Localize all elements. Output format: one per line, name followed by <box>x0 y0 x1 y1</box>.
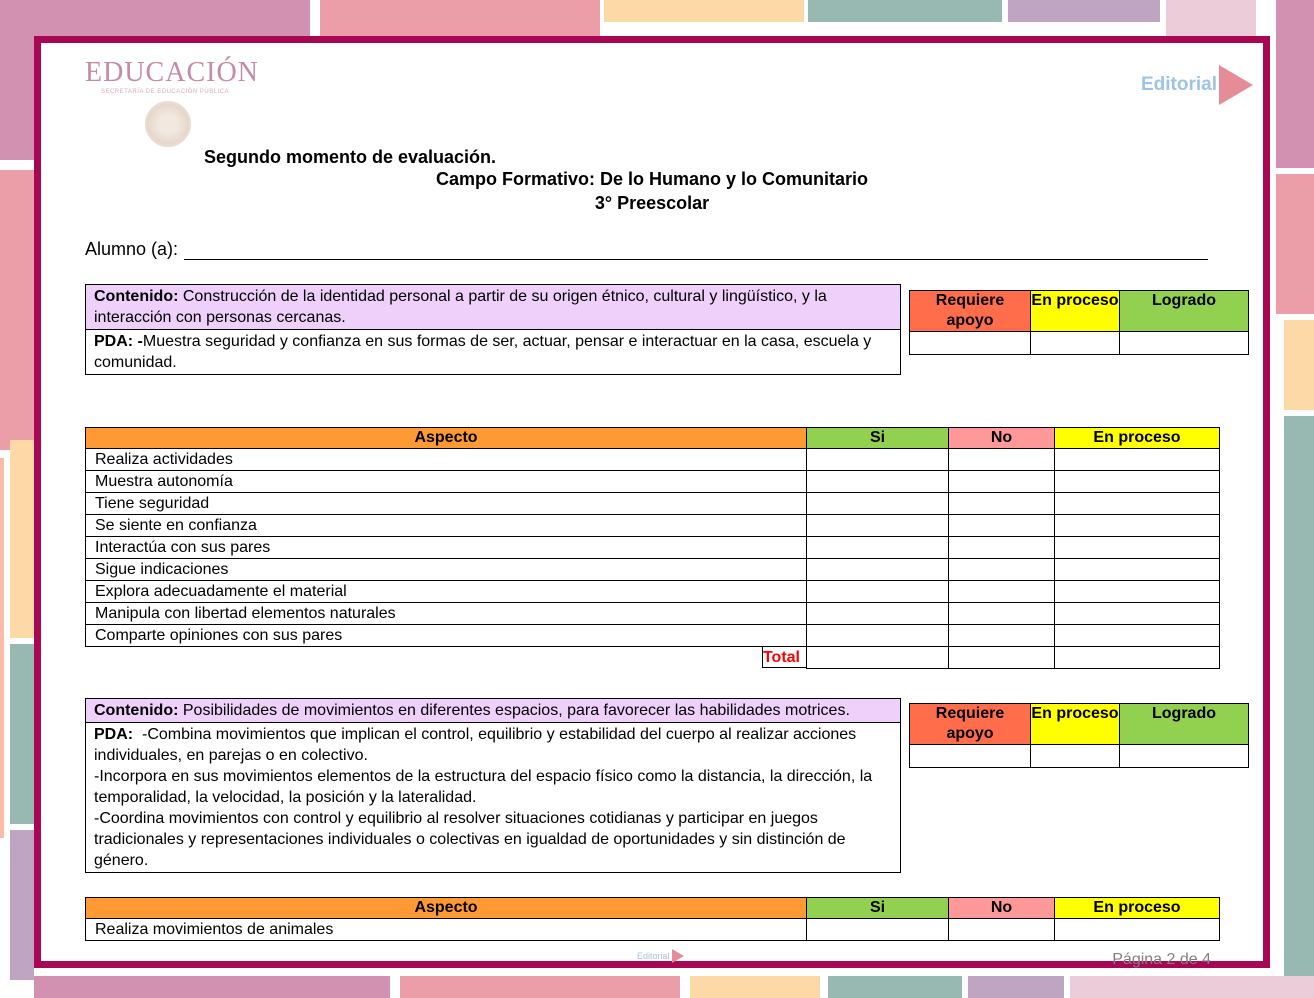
table-row <box>86 449 1220 471</box>
rating-table-2 <box>909 703 1249 768</box>
content-box-2 <box>85 698 901 873</box>
bg-tile <box>400 976 680 998</box>
checkbox-cell-en-proceso[interactable] <box>1055 581 1220 603</box>
bg-tile <box>1276 0 1314 168</box>
table-row <box>86 581 1220 603</box>
aspect-label: Se siente en confianza <box>86 515 807 537</box>
checkbox-cell-si[interactable] <box>807 559 949 581</box>
md-triangle-icon <box>1219 65 1253 105</box>
aspect-label: Explora adecuadamente el material <box>86 581 807 603</box>
checkbox-cell-no[interactable] <box>949 471 1055 493</box>
header-no: No <box>949 428 1055 449</box>
header-si: Si <box>807 428 949 449</box>
aspect-label: Comparte opiniones con sus pares <box>86 625 807 647</box>
page-number: Página 2 de 4 <box>1112 951 1211 968</box>
checkbox-cell-en-proceso[interactable] <box>1055 515 1220 537</box>
aspect-label: Realiza movimientos de animales <box>86 919 807 941</box>
sep-logo: EDUCACIÓN <box>85 57 259 88</box>
bg-tile <box>968 976 1064 998</box>
table-row <box>86 603 1220 625</box>
sep-logo-subtitle: SECRETARÍA DE EDUCACIÓN PÚBLICA <box>101 89 230 95</box>
total-label: Total <box>762 646 806 668</box>
checkbox-cell-no[interactable] <box>949 603 1055 625</box>
aspect-label: Interactúa con sus pares <box>86 537 807 559</box>
national-seal-icon <box>145 101 191 147</box>
header-no: No <box>949 898 1055 919</box>
table-row <box>86 471 1220 493</box>
bg-tile <box>0 458 4 838</box>
doc-grade: 3° Preescolar <box>594 193 710 213</box>
rating-cell[interactable] <box>1120 332 1249 355</box>
document-page <box>34 36 1270 968</box>
pda-2: PDA: -Combina movimientos que implican el control, equilibrio y estabilidad del cuerpo al realizar acciones individuales, en parejas o en colectivo. -Incorpora en sus movimientos elementos de la estructura del espacio físico como la distancia, la dirección, la temporalidad, la velocidad, la posición y la lateralidad. -Coordina movimientos con control y equilibrio al resolver situaciones cotidianas y participar en juegos tradicionales y representaciones individuales o colectivas en igualdad de oportunidades y sin distinción de género. <box>86 723 900 872</box>
total-row <box>86 647 1220 669</box>
aspect-table-2 <box>85 897 1220 941</box>
editorial-md-logo <box>1141 65 1253 105</box>
rating-en-proceso: En proceso <box>1031 704 1120 745</box>
checkbox-cell-no[interactable] <box>949 493 1055 515</box>
rating-logrado: Logrado <box>1120 704 1249 745</box>
content-box-1 <box>85 284 901 375</box>
checkbox-cell-si[interactable] <box>807 537 949 559</box>
bg-tile <box>828 976 962 998</box>
bg-tile <box>604 0 804 22</box>
student-name-line[interactable] <box>184 239 1208 260</box>
table-row <box>86 537 1220 559</box>
checkbox-cell-si[interactable] <box>807 581 949 603</box>
bg-tile <box>10 830 34 980</box>
pda-1: PDA: -Muestra seguridad y confianza en sus formas de ser, actuar, pensar e interactuar en la casa, escuela y comunidad. <box>86 330 900 374</box>
checkbox-cell-no[interactable] <box>949 625 1055 647</box>
header-si: Si <box>807 898 949 919</box>
rating-requiere-apoyo: Requiere apoyo <box>910 704 1031 745</box>
md-triangle-icon <box>672 949 684 963</box>
aspect-label: Tiene seguridad <box>86 493 807 515</box>
rating-logrado: Logrado <box>1120 291 1249 332</box>
rating-en-proceso: En proceso <box>1031 291 1120 332</box>
table-row <box>86 625 1220 647</box>
checkbox-cell-si[interactable] <box>807 449 949 471</box>
checkbox-cell-si[interactable] <box>807 919 949 941</box>
checkbox-cell-en-proceso[interactable] <box>1055 471 1220 493</box>
checkbox-cell-no[interactable] <box>949 581 1055 603</box>
aspect-label: Manipula con libertad elementos naturales <box>86 603 807 625</box>
bg-tile <box>808 0 1002 22</box>
student-label: Alumno (a): <box>85 239 179 259</box>
rating-table-1 <box>909 290 1249 355</box>
bg-tile <box>1008 0 1160 22</box>
bg-tile <box>320 0 600 40</box>
table-row <box>86 493 1220 515</box>
checkbox-cell-no[interactable] <box>949 449 1055 471</box>
header-aspecto: Aspecto <box>86 898 807 919</box>
bg-tile <box>0 170 34 450</box>
bg-tile <box>10 644 34 824</box>
checkbox-cell-no[interactable] <box>949 559 1055 581</box>
bg-tile <box>690 976 820 998</box>
bg-tile <box>1284 320 1314 410</box>
contenido-1: Contenido: Construcción de la identidad personal a partir de su origen étnico, cultural y lingüístico, y la interacción con personas cercanas. <box>86 285 900 330</box>
aspect-table-1 <box>85 427 1220 669</box>
table-row <box>86 919 1220 941</box>
contenido-2: Contenido: Posibilidades de movimientos en diferentes espacios, para favorecer las habilidades motrices. <box>86 699 900 723</box>
table-row <box>86 559 1220 581</box>
checkbox-cell-no[interactable] <box>949 537 1055 559</box>
bg-tile <box>1284 416 1314 996</box>
checkbox-cell-si[interactable] <box>807 493 949 515</box>
header-en-proceso: En proceso <box>1055 428 1220 449</box>
checkbox-cell-en-proceso[interactable] <box>1055 493 1220 515</box>
doc-title: Segundo momento de evaluación. <box>204 147 497 167</box>
checkbox-cell-si[interactable] <box>807 625 949 647</box>
table-row <box>86 515 1220 537</box>
student-name-field <box>85 239 1208 260</box>
doc-subtitle: Campo Formativo: De lo Humano y lo Comunitario <box>435 169 869 189</box>
checkbox-cell-si[interactable] <box>807 515 949 537</box>
total-cell-no[interactable] <box>949 647 1055 669</box>
bg-tile <box>1276 174 1314 314</box>
rating-cell[interactable] <box>1031 745 1120 768</box>
checkbox-cell-no[interactable] <box>949 919 1055 941</box>
checkbox-cell-si[interactable] <box>807 471 949 493</box>
bg-tile <box>1166 0 1256 36</box>
rating-cell[interactable] <box>910 745 1031 768</box>
rating-requiere-apoyo: Requiere apoyo <box>910 291 1031 332</box>
editorial-logo-text: Editorial <box>1140 74 1217 95</box>
checkbox-cell-en-proceso[interactable] <box>1055 603 1220 625</box>
checkbox-cell-en-proceso[interactable] <box>1055 625 1220 647</box>
footer-editorial-logo: Editorial <box>637 949 684 963</box>
bg-tile <box>10 440 34 638</box>
rating-cell[interactable] <box>910 332 1031 355</box>
total-cell-si[interactable] <box>807 647 949 669</box>
rating-cell[interactable] <box>1031 332 1120 355</box>
aspect-label: Muestra autonomía <box>86 471 807 493</box>
rating-cell[interactable] <box>1120 745 1249 768</box>
total-cell-en-proceso[interactable] <box>1055 647 1220 669</box>
header-en-proceso: En proceso <box>1055 898 1220 919</box>
checkbox-cell-en-proceso[interactable] <box>1055 919 1220 941</box>
aspect-label: Sigue indicaciones <box>86 559 807 581</box>
total-cell-wrapper <box>86 647 807 669</box>
checkbox-cell-si[interactable] <box>807 603 949 625</box>
aspect-label: Realiza actividades <box>86 449 807 471</box>
checkbox-cell-en-proceso[interactable] <box>1055 559 1220 581</box>
bg-tile <box>34 976 390 998</box>
header-aspecto: Aspecto <box>86 428 807 449</box>
bg-tile <box>1070 976 1314 998</box>
checkbox-cell-en-proceso[interactable] <box>1055 449 1220 471</box>
checkbox-cell-no[interactable] <box>949 515 1055 537</box>
checkbox-cell-en-proceso[interactable] <box>1055 537 1220 559</box>
